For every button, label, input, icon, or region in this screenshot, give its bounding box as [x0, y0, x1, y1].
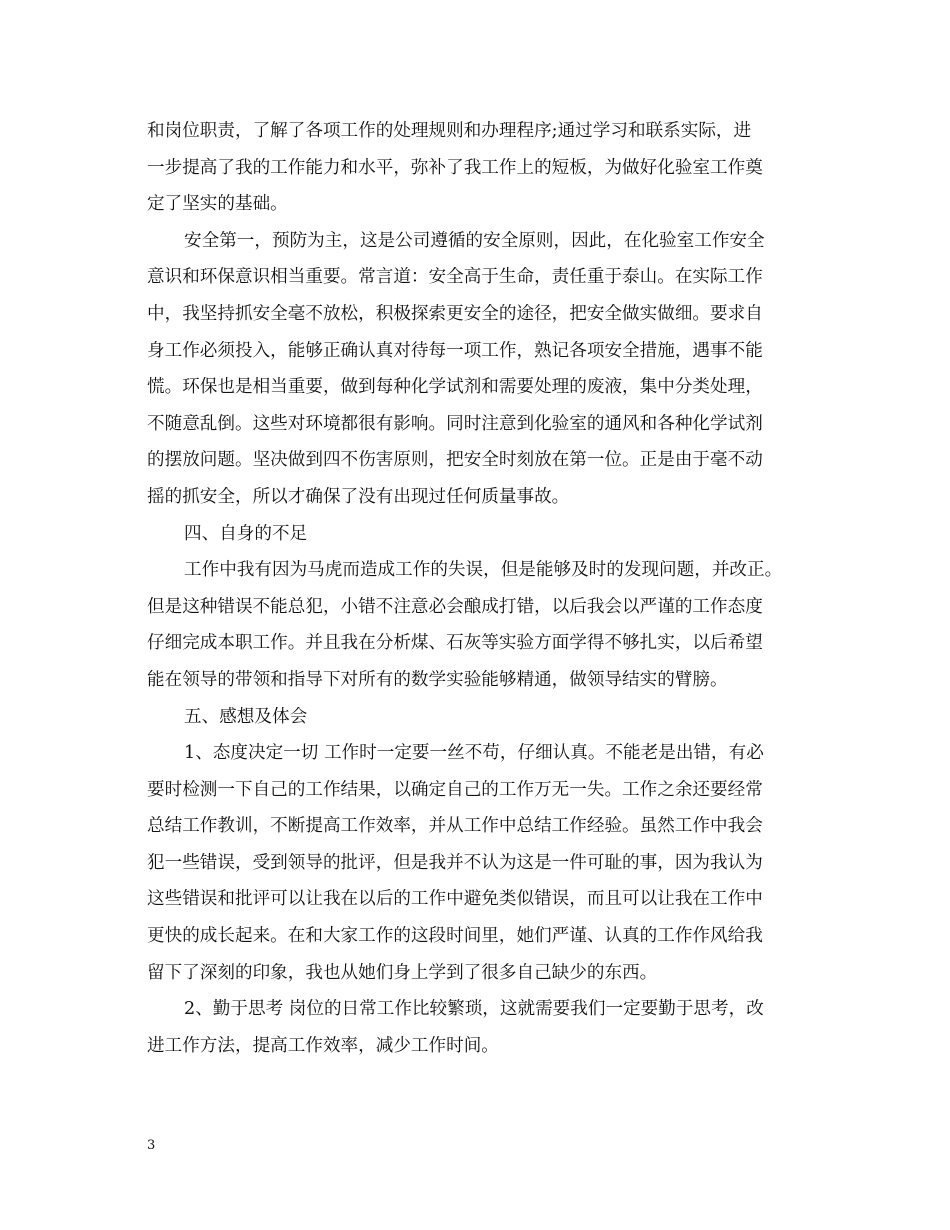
- text-line: 留下了深刻的印象，我也从她们身上学到了很多自己缺少的东西。: [147, 962, 658, 983]
- section-heading: 五、感想及体会: [184, 706, 308, 727]
- text-line: 不随意乱倒。这些对环境都很有影响。同时注意到化验室的通风和各种化学试剂: [147, 413, 763, 434]
- text-line: 这些错误和批评可以让我在以后的工作中避免类似错误，而且可以让我在工作中: [147, 889, 763, 910]
- body-text: [147, 113, 809, 1064]
- text-line: 更快的成长起来。在和大家工作的这段时间里，她们严谨、认真的工作作风给我: [147, 926, 763, 947]
- text-line: 犯一些错误，受到领导的批评，但是我并不认为这是一件可耻的事，因为我认为: [147, 852, 763, 873]
- text-line: 定了坚实的基础。: [147, 194, 288, 215]
- text-line: 能在领导的带领和指导下对所有的数学实验能够精通，做领导结实的臂膀。: [147, 669, 728, 690]
- text-line: 慌。环保也是相当重要，做到每种化学试剂和需要处理的废液，集中分类处理，: [147, 377, 763, 398]
- text-line: 身工作必须投入，能够正确认真对待每一项工作，熟记各项安全措施，遇事不能: [147, 340, 763, 361]
- section-heading: 四、自身的不足: [184, 523, 308, 544]
- text-line: 一步提高了我的工作能力和水平，弥补了我工作上的短板，为做好化验室工作奠: [147, 157, 763, 178]
- text-line: 摇的抓安全，所以才确保了没有出现过任何质量事故。: [147, 486, 570, 507]
- text-line: 进工作方法，提高工作效率，减少工作时间。: [147, 1035, 499, 1056]
- text-line: 要时检测一下自己的工作结果，以确定自己的工作万无一失。工作之余还要经常: [147, 779, 763, 800]
- page-number: 3: [147, 1138, 156, 1153]
- text-line: 但是这种错误不能总犯，小错不注意必会酿成打错，以后我会以严谨的工作态度: [147, 596, 763, 617]
- text-line: 安全第一，预防为主，这是公司遵循的安全原则，因此，在化验室工作安全: [184, 230, 765, 251]
- text-line: 中，我坚持抓安全毫不放松，积极探索更安全的途径，把安全做实做细。要求自: [147, 303, 763, 324]
- text-line: 总结工作教训，不断提高工作效率，并从工作中总结工作经验。虽然工作中我会: [147, 816, 763, 837]
- text-line: 1、态度决定一切 工作时一定要一丝不苟，仔细认真。不能老是出错，有必: [184, 743, 764, 764]
- text-line: 意识和环保意识相当重要。常言道：安全高于生命，责任重于泰山。在实际工作: [147, 267, 763, 288]
- text-line: 工作中我有因为马虎而造成工作的失误，但是能够及时的发现问题，并改正。: [184, 560, 783, 581]
- text-line: 仔细完成本职工作。并且我在分析煤、石灰等实验方面学得不够扎实，以后希望: [147, 633, 763, 654]
- text-line: 的摆放问题。坚决做到四不伤害原则，把安全时刻放在第一位。正是由于毫不动: [147, 450, 763, 471]
- text-line: 2、勤于思考 岗位的日常工作比较繁琐，这就需要我们一定要勤于思考，改: [184, 999, 764, 1020]
- text-line: 和岗位职责，了解了各项工作的处理规则和办理程序;通过学习和联系实际，进: [147, 121, 752, 141]
